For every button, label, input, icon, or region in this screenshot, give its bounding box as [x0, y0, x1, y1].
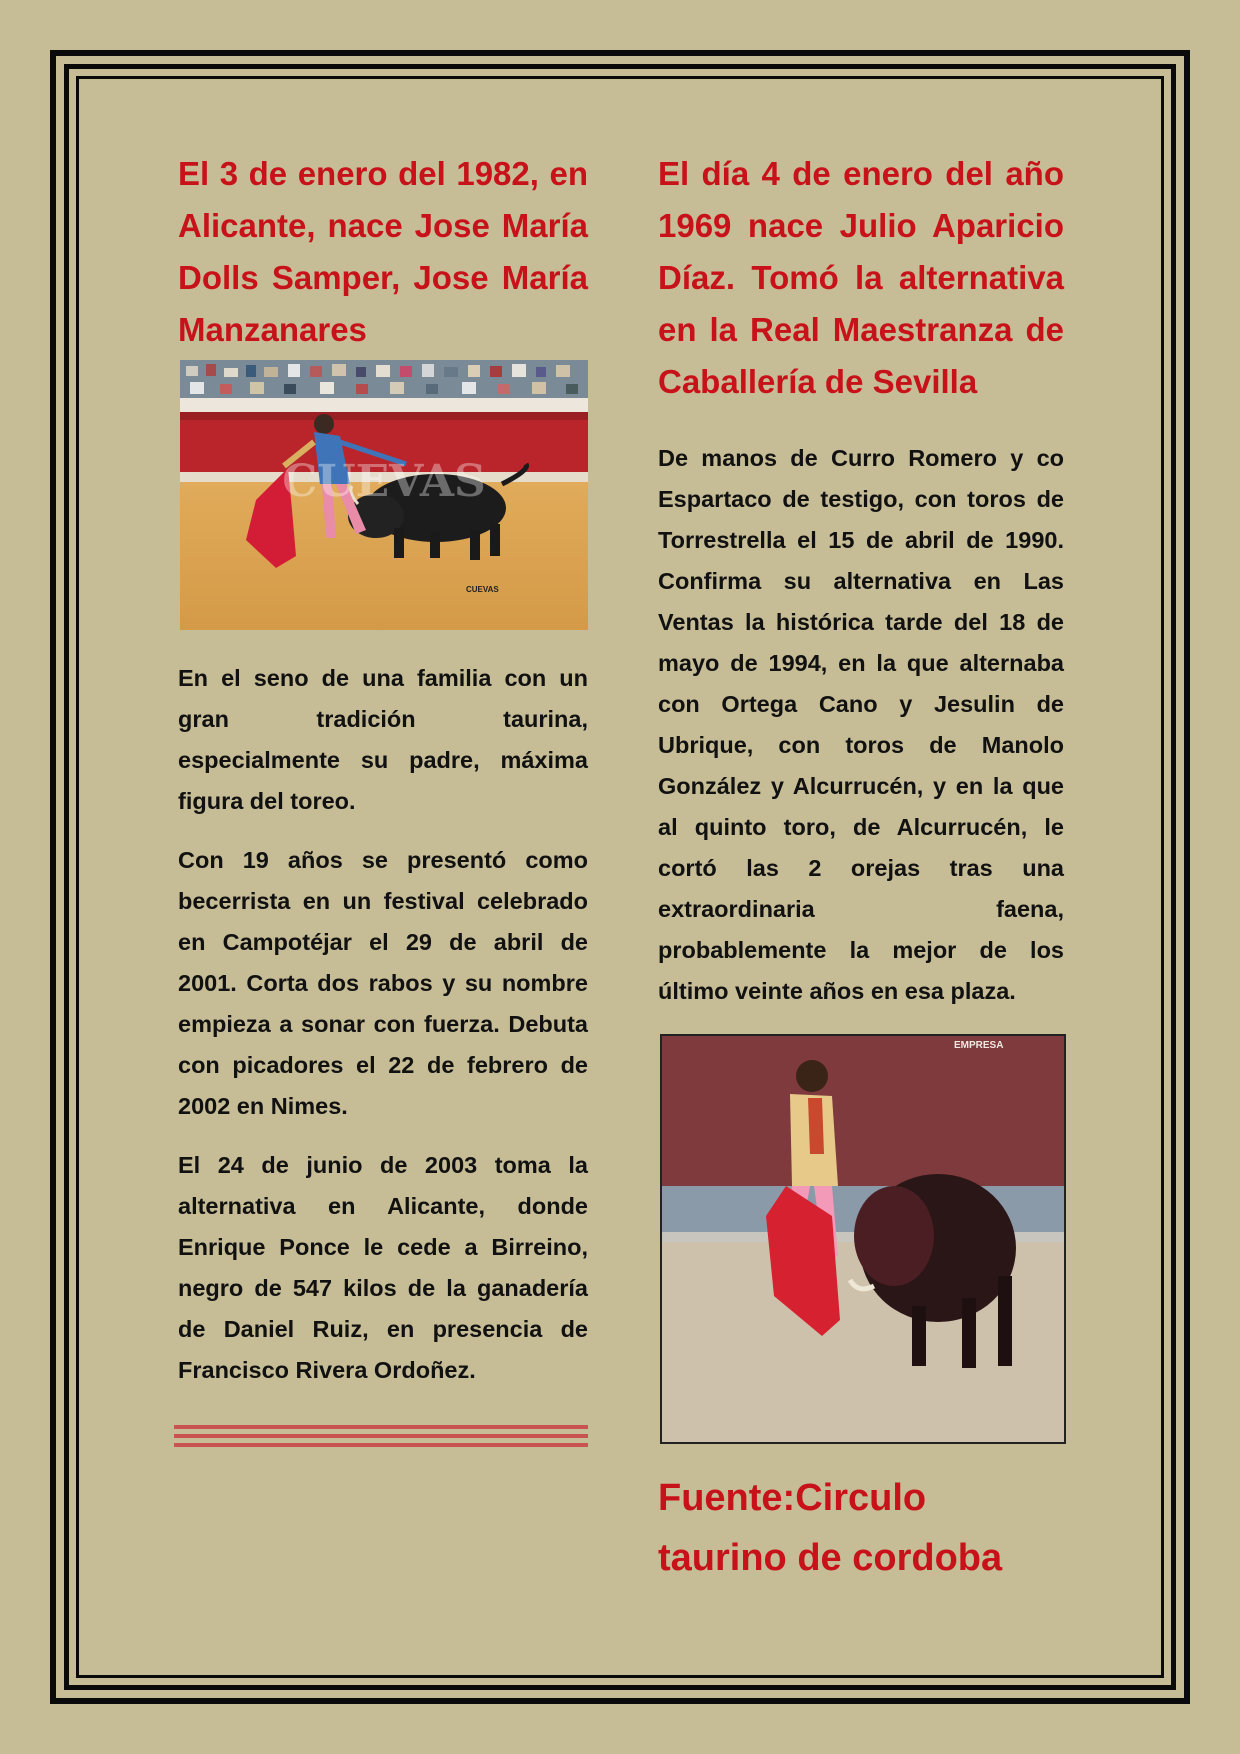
left-column: [178, 148, 588, 1452]
right-column: [658, 148, 1064, 1588]
source-credit: Fuente:Circulo taurino de cordoba: [658, 1477, 1003, 1579]
left-paragraph-2: Con 19 años se presentó como becerrista en un festival celebrado en Campotéjar el 29 de abril de 2001. Corta dos rabos y su nombre empieza a sonar con fuerza. Debuta con picadores el 22 de febrero de 2002 en Nimes.: [178, 847, 588, 1119]
right-paragraph: De manos de Curro Romero y co Espartaco de testigo, con toros de Torrestrella el 15 de abril de 1990. Confirma su alternativa en Las Ventas la histórica tarde del 18 de mayo de 1994, en la que alternaba con Ortega Cano y Jesulin de Ubrique, con toros de Manolo González y Alcurrucén, y en la que al quinto toro, de Alcurrucén, le cortó las 2 orejas tras una extraordinaria faena, probablemente la mejor de los último veinte años en esa plaza.: [658, 445, 1064, 1004]
right-body: [658, 438, 1064, 1012]
bullfight-photo-manzanares: [180, 360, 588, 630]
photo-watermark: CUEVAS: [282, 456, 486, 507]
left-heading: El 3 de enero del 1982, en Alicante, nace Jose María Dolls Samper, Jose María Manzanares: [178, 155, 588, 348]
right-heading: El día 4 de enero del año 1969 nace Julio Aparicio Díaz. Tomó la alternativa en la Real Maestranza de Caballería de Sevilla: [658, 155, 1064, 400]
bullfight-photo-aparicio: [660, 1034, 1066, 1444]
left-body: [178, 658, 588, 1391]
left-paragraph-3: El 24 de junio de 2003 toma la alternativa en Alicante, donde Enrique Ponce le cede a Birreino, negro de 547 kilos de la ganadería de Daniel Ruiz, en presencia de Francisco Rivera Ordoñez.: [178, 1152, 588, 1383]
left-paragraph-1: En el seno de una familia con un gran tradición taurina, especialmente su padre, máxima figura del toreo.: [178, 665, 588, 814]
decorative-divider: [174, 1425, 588, 1447]
photo-credit: CUEVAS: [466, 585, 499, 594]
photo-sign: EMPRESA: [954, 1040, 1004, 1051]
